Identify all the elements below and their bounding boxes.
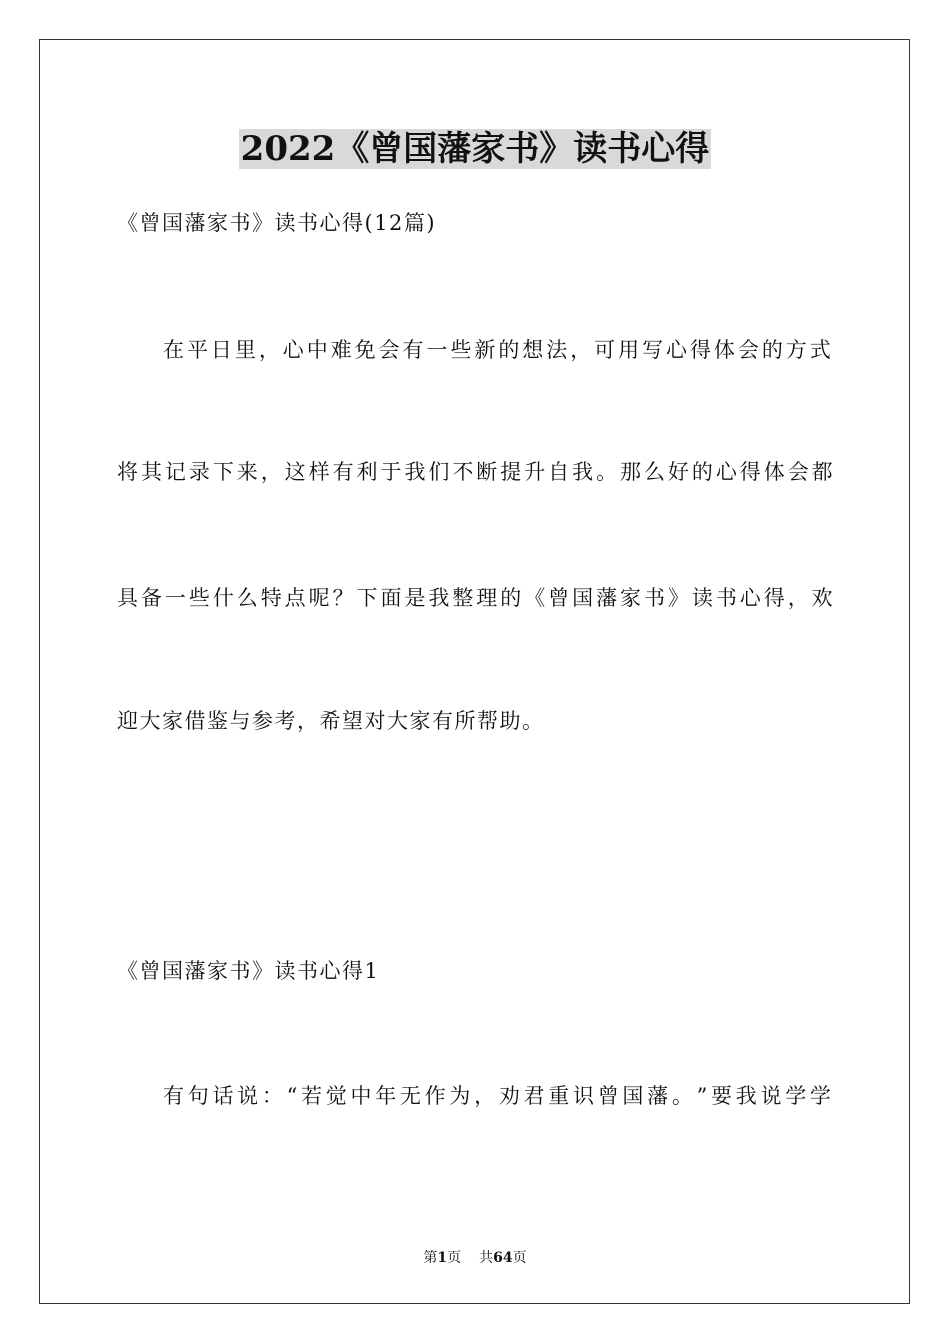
section-heading: 《曾国藩家书》读书心得1 (117, 959, 380, 983)
footer-total-pages: 64 (493, 1250, 513, 1266)
intro-line-4: 迎大家借鉴与参考，希望对大家有所帮助。 (117, 709, 545, 733)
footer-page-prefix: 第 (423, 1250, 438, 1266)
document-title-text: 2022《曾国藩家书》读书心得 (240, 129, 710, 169)
section-line-1: 有 句 话 说 ： “ 若 觉 中 年 无 作 为 ， 劝 君 重 识 曾 国 藩 。 ” 要 我 说 学 学 (163, 1084, 831, 1108)
intro-line-1: 在 平 日 里 ， 心 中 难 免 会 有 一 些 新 的 想 法 ， 可 用 写 心 得 体 会 的 方 式 (163, 338, 831, 362)
intro-line-3: 具 备 一 些 什 么 特 点 呢 ？ 下 面 是 我 整 理 的 《 曾 国 藩 家 书 》 读 书 心 得 ， 欢 (117, 586, 833, 610)
page-footer (0, 1248, 950, 1268)
intro-line-2: 将 其 记 录 下 来 ， 这 样 有 利 于 我 们 不 断 提 升 自 我 。 那 么 好 的 心 得 体 会 都 (117, 460, 833, 484)
footer-page-suffix: 页 (447, 1250, 462, 1266)
footer-total-prefix: 共 (479, 1250, 494, 1266)
footer-total-suffix: 页 (512, 1250, 527, 1266)
footer-page-number: 1 (437, 1250, 448, 1266)
document-title (0, 126, 950, 172)
document-subtitle: 《曾国藩家书》读书心得(12篇) (117, 211, 437, 235)
